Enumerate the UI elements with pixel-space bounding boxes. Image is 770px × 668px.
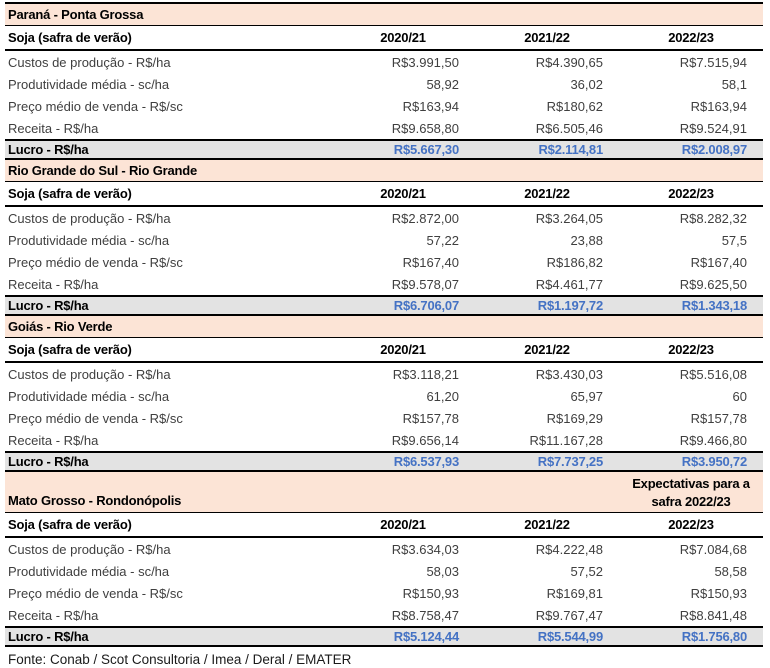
table-row (5, 363, 763, 385)
year-header: 2021/22 (524, 30, 570, 45)
cell-value: R$186,82 (546, 254, 603, 270)
region-header-band (5, 4, 763, 26)
year-header: 2020/21 (380, 186, 426, 201)
profit-row (5, 295, 763, 316)
cell-value: R$9.466,80 (679, 432, 747, 448)
profit-value: R$6.706,07 (393, 298, 459, 313)
cell-value: R$9.578,07 (391, 276, 459, 292)
year-header: 2022/23 (668, 517, 714, 532)
table-row (5, 560, 763, 582)
table-row (5, 51, 763, 73)
profit-value: R$1.343,18 (681, 298, 747, 313)
profit-label: Lucro - R$/ha (8, 454, 89, 469)
cell-value: R$157,78 (690, 410, 747, 426)
region-header-band (5, 472, 763, 513)
cell-value: R$167,40 (402, 254, 459, 270)
cell-value: R$3.991,50 (391, 54, 459, 70)
profit-label: Lucro - R$/ha (8, 142, 89, 157)
table-row (5, 429, 763, 451)
cell-value: R$9.625,50 (679, 276, 747, 292)
cell-value: R$7.084,68 (679, 541, 747, 557)
cell-value: R$157,78 (402, 410, 459, 426)
expectation-note-line: safra 2022/23 (651, 494, 731, 509)
cell-value: R$3.430,03 (535, 366, 603, 382)
cell-value: R$8.841,48 (679, 607, 747, 623)
cell-value: R$150,93 (402, 585, 459, 601)
crop-label: Soja (safra de verão) (8, 30, 132, 45)
region-title: Paraná - Ponta Grossa (8, 6, 144, 22)
profit-value: R$6.537,93 (393, 454, 459, 469)
cell-value: 58,1 (721, 76, 747, 92)
cell-value: 58,92 (426, 76, 459, 92)
cell-value: 60 (732, 388, 747, 404)
table-row (5, 207, 763, 229)
rows (5, 51, 763, 139)
column-header-row (5, 338, 763, 363)
cell-value: 61,20 (426, 388, 459, 404)
profit-value: R$5.544,99 (537, 629, 603, 644)
cell-value: R$4.390,65 (535, 54, 603, 70)
region-title: Mato Grosso - Rondonópolis (8, 493, 182, 508)
cell-value: R$9.767,47 (535, 607, 603, 623)
source-note: Fonte: Conab / Scot Consultoria / Imea / Deral / EMATER (8, 652, 352, 667)
table-sections (5, 4, 763, 647)
table-row (5, 73, 763, 95)
cell-value: R$2.872,00 (391, 210, 459, 226)
cell-value: 58,03 (426, 563, 459, 579)
cell-value: 58,58 (714, 563, 747, 579)
row-label: Produtividade média - sc/ha (8, 232, 170, 248)
profit-value: R$5.124,44 (393, 629, 459, 644)
cell-value: 57,5 (721, 232, 747, 248)
cell-value: R$8.758,47 (391, 607, 459, 623)
row-label: Receita - R$/ha (8, 276, 99, 292)
year-header: 2020/21 (380, 342, 426, 357)
row-label: Preço médio de venda - R$/sc (8, 98, 183, 114)
profit-value: R$5.667,30 (393, 142, 459, 157)
region-title: Rio Grande do Sul - Rio Grande (8, 162, 198, 178)
year-header: 2020/21 (380, 517, 426, 532)
row-label: Receita - R$/ha (8, 432, 99, 448)
profit-value: R$1.756,80 (681, 629, 747, 644)
region-section (5, 160, 763, 316)
profit-value: R$1.197,72 (537, 298, 603, 313)
cell-value: R$163,94 (690, 98, 747, 114)
row-label: Preço médio de venda - R$/sc (8, 254, 183, 270)
rows (5, 538, 763, 626)
row-label: Custos de produção - R$/ha (8, 54, 171, 70)
table-row (5, 95, 763, 117)
table-row (5, 229, 763, 251)
soy-cost-table (5, 2, 763, 667)
year-header: 2022/23 (668, 342, 714, 357)
table-row (5, 117, 763, 139)
profit-value: R$2.008,97 (681, 142, 747, 157)
cell-value: 65,97 (570, 388, 603, 404)
expectation-note (619, 475, 763, 511)
cell-value: R$169,81 (546, 585, 603, 601)
cell-value: R$150,93 (690, 585, 747, 601)
profit-value: R$3.950,72 (681, 454, 747, 469)
cell-value: R$163,94 (402, 98, 459, 114)
cell-value: R$167,40 (690, 254, 747, 270)
row-label: Preço médio de venda - R$/sc (8, 410, 183, 426)
table-row (5, 538, 763, 560)
cell-value: R$4.461,77 (535, 276, 603, 292)
region-header-band (5, 160, 763, 182)
row-label: Custos de produção - R$/ha (8, 366, 171, 382)
column-header-row (5, 513, 763, 538)
cell-value: R$7.515,94 (679, 54, 747, 70)
cell-value: R$180,62 (546, 98, 603, 114)
cell-value: R$4.222,48 (535, 541, 603, 557)
column-header-row (5, 182, 763, 207)
row-label: Produtividade média - sc/ha (8, 76, 170, 92)
cell-value: R$9.658,80 (391, 120, 459, 136)
table-row (5, 273, 763, 295)
year-header: 2021/22 (524, 342, 570, 357)
row-label: Preço médio de venda - R$/sc (8, 585, 183, 601)
year-header: 2021/22 (524, 517, 570, 532)
cell-value: 23,88 (570, 232, 603, 248)
region-title: Goiás - Rio Verde (8, 318, 113, 334)
profit-row (5, 139, 763, 160)
row-label: Produtividade média - sc/ha (8, 563, 170, 579)
expectation-note-line: Expectativas para a (632, 476, 750, 491)
cell-value: 36,02 (570, 76, 603, 92)
cell-value: 57,22 (426, 232, 459, 248)
cell-value: R$3.264,05 (535, 210, 603, 226)
year-header: 2021/22 (524, 186, 570, 201)
cell-value: R$169,29 (546, 410, 603, 426)
table-row (5, 604, 763, 626)
year-header: 2020/21 (380, 30, 426, 45)
row-label: Custos de produção - R$/ha (8, 210, 171, 226)
table-row (5, 385, 763, 407)
crop-label: Soja (safra de verão) (8, 517, 132, 532)
table-row (5, 251, 763, 273)
profit-row (5, 626, 763, 647)
row-label: Receita - R$/ha (8, 607, 99, 623)
region-header-band (5, 316, 763, 338)
row-label: Produtividade média - sc/ha (8, 388, 170, 404)
row-label: Custos de produção - R$/ha (8, 541, 171, 557)
profit-value: R$2.114,81 (538, 142, 603, 157)
year-header: 2022/23 (668, 186, 714, 201)
cell-value: R$6.505,46 (535, 120, 603, 136)
region-section (5, 4, 763, 160)
table-row (5, 407, 763, 429)
table-row (5, 582, 763, 604)
rows (5, 207, 763, 295)
profit-label: Lucro - R$/ha (8, 629, 89, 644)
cell-value: R$9.656,14 (391, 432, 459, 448)
crop-label: Soja (safra de verão) (8, 342, 132, 357)
region-section (5, 472, 763, 647)
cell-value: R$9.524,91 (679, 120, 747, 136)
cell-value: R$8.282,32 (679, 210, 747, 226)
profit-row (5, 451, 763, 472)
rows (5, 363, 763, 451)
profit-value: R$7.737,25 (537, 454, 603, 469)
crop-label: Soja (safra de verão) (8, 186, 132, 201)
cell-value: 57,52 (570, 563, 603, 579)
cell-value: R$3.118,21 (392, 366, 459, 382)
profit-label: Lucro - R$/ha (8, 298, 89, 313)
column-header-row (5, 26, 763, 51)
region-section (5, 316, 763, 472)
cell-value: R$5.516,08 (679, 366, 747, 382)
year-header: 2022/23 (668, 30, 714, 45)
cell-value: R$11.167,28 (529, 432, 603, 448)
row-label: Receita - R$/ha (8, 120, 99, 136)
cell-value: R$3.634,03 (391, 541, 459, 557)
